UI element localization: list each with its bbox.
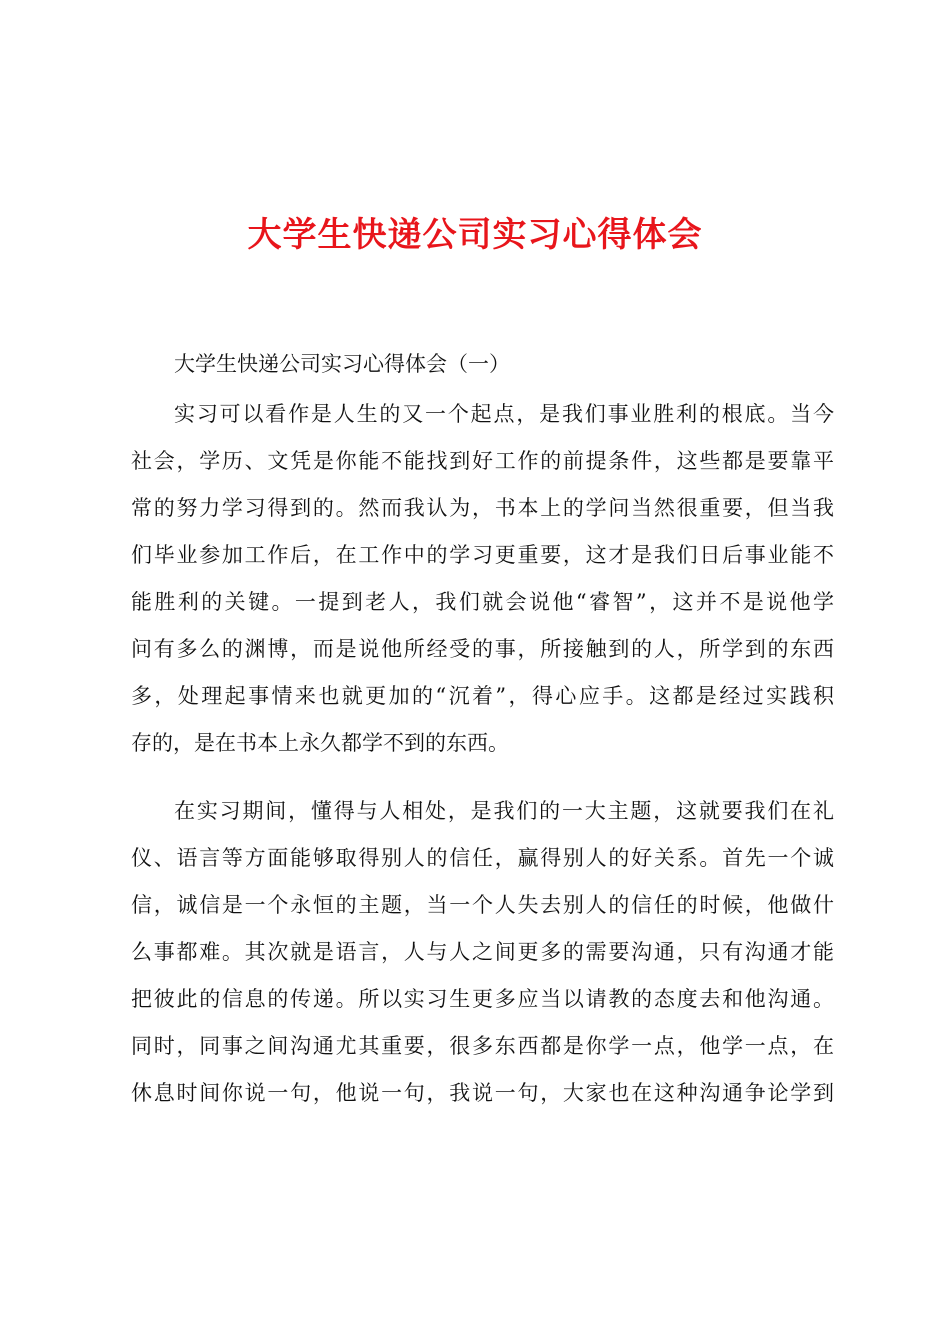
paragraph-2-line: 同时，同事之间沟通尤其重要，很多东西都是你学一点，他学一点，在 <box>131 1034 834 1058</box>
paragraph-2-line: 信，诚信是一个永恒的主题，当一个人失去别人的信任的时候，他做什 <box>131 893 834 917</box>
paragraph-1-line: 社会，学历、文凭是你能不能找到好工作的前提条件，这些都是要靠平 <box>131 449 834 473</box>
paragraph-1-line: 多，处理起事情来也就更加的“沉着”，得心应手。这都是经过实践积 <box>131 684 834 708</box>
document-title: 大学生快递公司实习心得体会 <box>247 215 703 255</box>
paragraph-2-line: 休息时间你说一句，他说一句，我说一句，大家也在这种沟通争论学到 <box>131 1081 834 1105</box>
paragraph-1-line: 实习可以看作是人生的又一个起点，是我们事业胜利的根底。当今 <box>174 402 834 426</box>
paragraph-2-line: 把彼此的信息的传递。所以实习生更多应当以请教的态度去和他沟通。 <box>131 987 834 1011</box>
paragraph-1-line: 问有多么的渊博，而是说他所经受的事，所接触到的人，所学到的东西 <box>131 637 834 661</box>
paragraph-1-line: 能胜利的关键。一提到老人，我们就会说他“睿智”，这并不是说他学 <box>131 590 834 614</box>
paragraph-2-line: 仪、语言等方面能够取得别人的信任，赢得别人的好关系。首先一个诚 <box>131 846 834 870</box>
paragraph-2-line: 在实习期间，懂得与人相处，是我们的一大主题，这就要我们在礼 <box>174 799 834 823</box>
paragraph-1-line: 常的努力学习得到的。然而我认为，书本上的学问当然很重要，但当我 <box>131 496 834 520</box>
paragraph-2-line: 么事都难。其次就是语言，人与人之间更多的需要沟通，只有沟通才能 <box>131 940 834 964</box>
paragraph-1-line: 们毕业参加工作后，在工作中的学习更重要，这才是我们日后事业能不 <box>131 543 834 567</box>
section-subheading: 大学生快递公司实习心得体会（一） <box>174 352 510 376</box>
paragraph-1-line: 存的，是在书本上永久都学不到的东西。 <box>131 731 509 755</box>
